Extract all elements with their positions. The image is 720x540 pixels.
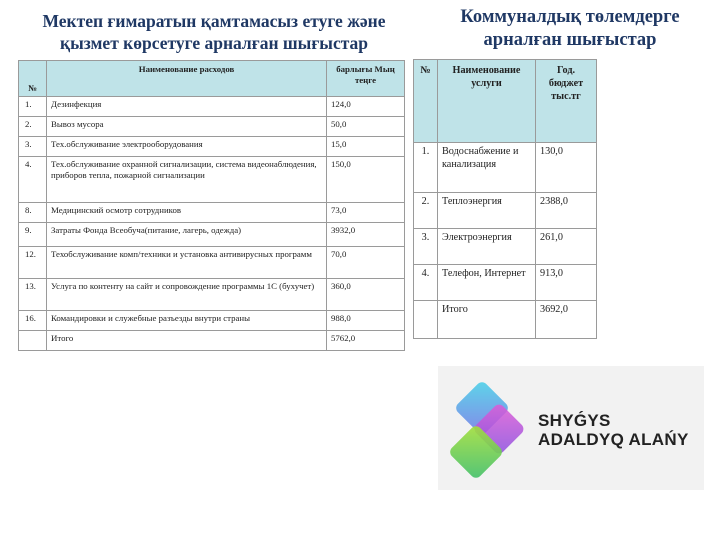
table-row	[19, 311, 405, 331]
right-title: Коммуналдық төлемдерге арналған шығыстар	[460, 7, 680, 50]
row-num: 2.	[19, 117, 47, 137]
logo-line2: ADALDYQ ALAŃY	[538, 430, 689, 449]
row-num: 4.	[19, 157, 47, 203]
row-amount: 50,0	[327, 117, 405, 137]
table-row	[19, 117, 405, 137]
table-row	[414, 265, 597, 301]
row-name: Командировки и служебные разъезды внутри страны	[47, 311, 327, 331]
utility-payments-table	[413, 59, 597, 339]
row-amount: 73,0	[327, 203, 405, 223]
row-num: 3.	[19, 137, 47, 157]
table-row	[414, 193, 597, 229]
row-name: Вывоз мусора	[47, 117, 327, 137]
row-amount: 124,0	[327, 97, 405, 117]
table-row	[19, 137, 405, 157]
row-num	[414, 301, 438, 339]
header-num: №	[19, 61, 47, 97]
row-name: Тех.обслуживание охранной сигнализации, система видеонаблюдения, приборов тепла, пожарной сигнализации	[47, 157, 327, 203]
row-amount: 3692,0	[536, 301, 597, 339]
row-name: Медицинский осмотр сотрудников	[47, 203, 327, 223]
table-row	[19, 157, 405, 203]
table-row	[414, 229, 597, 265]
header-amount: Год. бюджет тыс.тг	[536, 60, 597, 143]
row-amount: 261,0	[536, 229, 597, 265]
row-name: Техобслуживание комп/техники и установка антивирусных программ	[47, 247, 327, 279]
row-amount: 5762,0	[327, 331, 405, 351]
row-name: Водоснабжение и канализация	[438, 143, 536, 193]
row-name: Услуга по контенту на сайт и сопровождение программы 1С (бухучет)	[47, 279, 327, 311]
table-row	[414, 143, 597, 193]
table-header-row	[19, 61, 405, 97]
header-amount: барлығы Мың теңге	[327, 61, 405, 97]
row-amount: 2388,0	[536, 193, 597, 229]
row-amount: 913,0	[536, 265, 597, 301]
row-amount: 15,0	[327, 137, 405, 157]
row-amount: 130,0	[536, 143, 597, 193]
row-num: 9.	[19, 223, 47, 247]
row-amount: 70,0	[327, 247, 405, 279]
table-header-row	[414, 60, 597, 143]
row-num	[19, 331, 47, 351]
table-row	[19, 247, 405, 279]
row-num: 16.	[19, 311, 47, 331]
row-num: 13.	[19, 279, 47, 311]
table-row-total	[19, 331, 405, 351]
row-name: Итого	[438, 301, 536, 339]
row-amount: 3932,0	[327, 223, 405, 247]
row-num: 1.	[414, 143, 438, 193]
row-name: Итого	[47, 331, 327, 351]
row-num: 8.	[19, 203, 47, 223]
row-name: Дезинфекция	[47, 97, 327, 117]
row-num: 4.	[414, 265, 438, 301]
logo-icon	[444, 374, 534, 484]
row-num: 2.	[414, 193, 438, 229]
table-row	[19, 223, 405, 247]
row-name: Телефон, Интернет	[438, 265, 536, 301]
row-num: 1.	[19, 97, 47, 117]
header-name: Наименование услуги	[438, 60, 536, 143]
logo-wordmark	[538, 411, 689, 449]
logo-panel	[438, 366, 704, 490]
row-name: Тех.обслуживание электрооборудования	[47, 137, 327, 157]
logo-line1: SHYǴYS	[538, 411, 611, 430]
row-amount: 150,0	[327, 157, 405, 203]
table-row-total	[414, 301, 597, 339]
row-name: Теплоэнергия	[438, 193, 536, 229]
table-row	[19, 203, 405, 223]
header-name: Наименование расходов	[47, 61, 327, 97]
table-row	[19, 279, 405, 311]
left-title: Мектеп ғимаратын қамтамасыз етуге және қызмет көрсетуге арналған шығыстар	[42, 11, 386, 53]
row-name: Электроэнергия	[438, 229, 536, 265]
row-name: Затраты Фонда Всеобуча(питание, лагерь, одежда)	[47, 223, 327, 247]
row-num: 12.	[19, 247, 47, 279]
header-num: №	[414, 60, 438, 143]
row-num: 3.	[414, 229, 438, 265]
row-amount: 360,0	[327, 279, 405, 311]
row-amount: 988,0	[327, 311, 405, 331]
school-expenses-table	[18, 60, 405, 351]
table-row	[19, 97, 405, 117]
